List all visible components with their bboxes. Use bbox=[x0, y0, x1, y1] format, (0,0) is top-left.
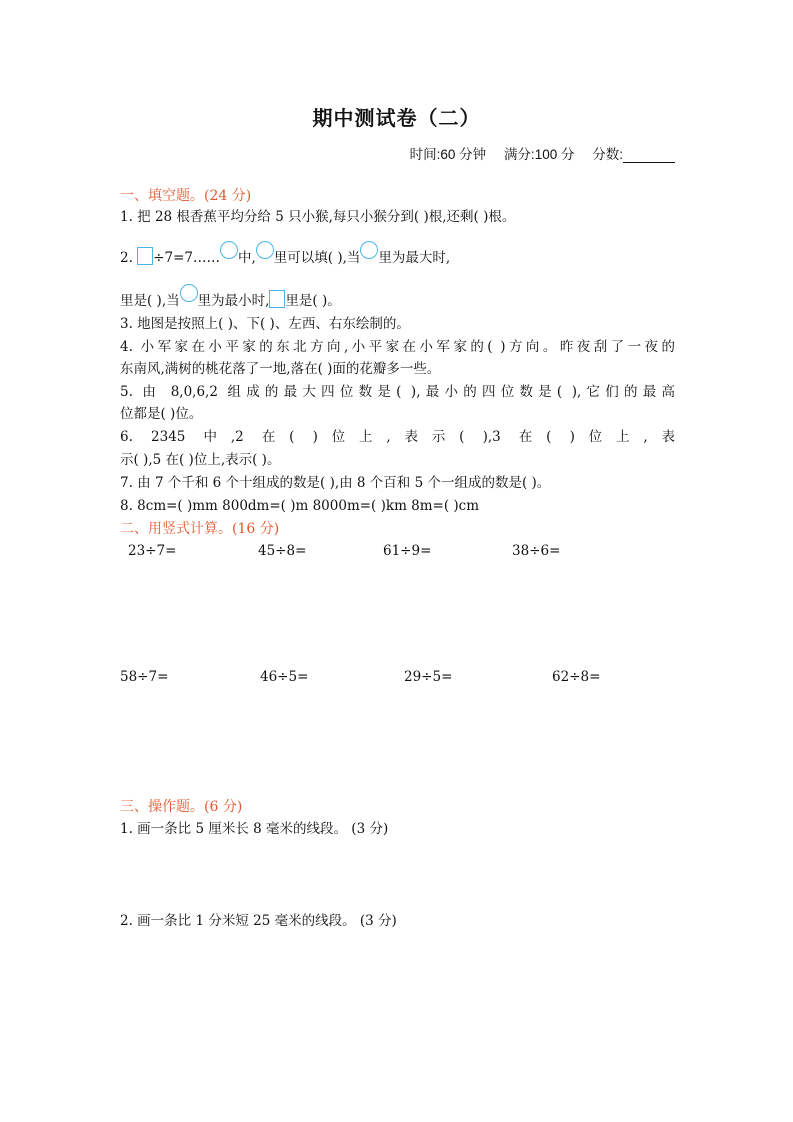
page-title: 期中测试卷（二） bbox=[312, 106, 481, 130]
question-2-line-1: 2. ÷7=7…… 中, 里可以填( ),当 里为最大时, bbox=[120, 241, 675, 270]
circle-placeholder bbox=[220, 241, 238, 259]
question-2-line-2: 里是( ),当 里为最小时, 里是( )。 bbox=[120, 284, 675, 313]
calc-problem: 23÷7= bbox=[128, 543, 177, 559]
calc-problem: 58÷7= bbox=[120, 669, 169, 685]
circle-placeholder bbox=[256, 241, 274, 259]
calc-problem: 38÷6= bbox=[512, 543, 561, 559]
circle-placeholder bbox=[180, 284, 198, 302]
question-7: 7. 由 7 个千和 6 个十组成的数是( ),由 8 个百和 5 个一组成的数是( )。 bbox=[120, 475, 551, 491]
square-placeholder bbox=[137, 247, 153, 265]
question-5-line-2: 位都是( )位。 bbox=[120, 406, 203, 422]
full-score: 满分:100 分 bbox=[503, 147, 575, 162]
calc-problem: 29÷5= bbox=[404, 669, 453, 685]
section-2-heading: 二、用竖式计算。(16 分) bbox=[120, 521, 280, 537]
section-1-heading: 一、填空题。(24 分) bbox=[120, 188, 252, 204]
calc-problem: 45÷8= bbox=[258, 543, 307, 559]
section-3-heading: 三、操作题。(6 分) bbox=[120, 799, 243, 815]
question-5-line-1: 5. 由 8,0,6,2 组成的最大四位数是( ),最小的四位数是( ),它们的最高 bbox=[120, 384, 675, 400]
calc-problem: 62÷8= bbox=[552, 669, 601, 685]
question-4-line-1: 4. 小军家在小平家的东北方向,小平家在小军家的( )方向。昨夜刮了一夜的 bbox=[120, 339, 675, 355]
operation-1: 1. 画一条比 5 厘米长 8 毫米的线段。 (3 分) bbox=[120, 821, 389, 837]
exam-meta bbox=[396, 143, 675, 163]
score-label: 分数: bbox=[592, 147, 623, 162]
circle-placeholder bbox=[360, 241, 378, 259]
operation-2: 2. 画一条比 1 分米短 25 毫米的线段。 (3 分) bbox=[120, 913, 397, 929]
question-3: 3. 地图是按照上( )、下( )、左西、右东绘制的。 bbox=[120, 316, 410, 332]
question-6-line-1: 6. 2345 中,2 在( )位上,表示( ),3 在( )位上,表 bbox=[120, 429, 675, 445]
question-4-line-2: 东南风,满树的桃花落了一地,落在( )面的花瓣多一些。 bbox=[120, 361, 441, 377]
question-1: 1. 把 28 根香蕉平均分给 5 只小猴,每只小猴分到( )根,还剩( )根。 bbox=[120, 209, 516, 225]
question-8: 8. 8cm=( )mm 800dm=( )m 8000m=( )km 8m=( )cm bbox=[120, 498, 480, 514]
time-limit: 时间:60 分钟 bbox=[409, 147, 487, 162]
score-blank[interactable] bbox=[623, 148, 675, 163]
calc-problem: 46÷5= bbox=[260, 669, 309, 685]
question-6-line-2: 示( ),5 在( )位上,表示( )。 bbox=[120, 452, 281, 468]
calc-problem: 61÷9= bbox=[383, 543, 432, 559]
square-placeholder bbox=[269, 290, 285, 308]
